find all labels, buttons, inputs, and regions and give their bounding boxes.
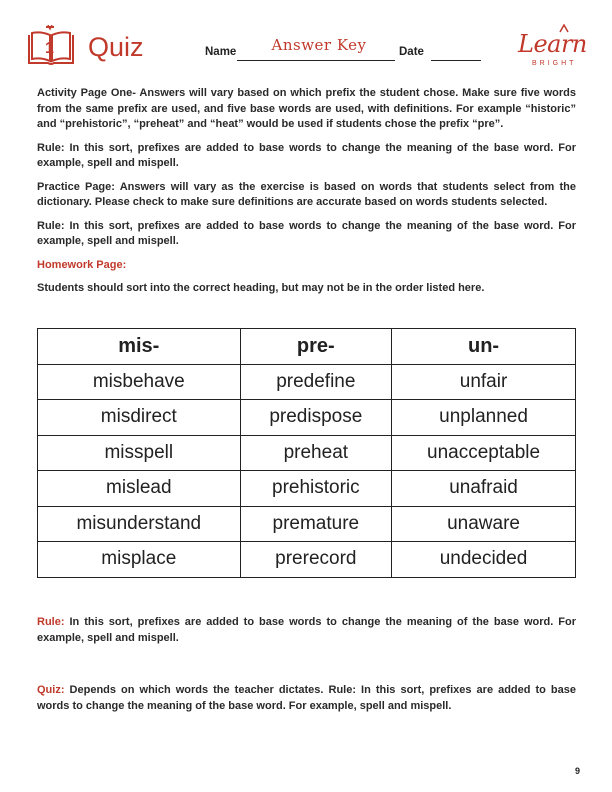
table-row	[38, 364, 576, 400]
svg-text:1: 1	[45, 40, 54, 57]
page-title: Quiz	[88, 32, 144, 62]
table-cell: misspell	[38, 435, 241, 471]
homework-heading: Homework Page:	[37, 258, 127, 271]
rule-text: In this sort, prefixes are added to base words to change the meaning of the base word. For example, spell and mispell.	[37, 616, 577, 644]
open-book-icon	[26, 25, 76, 69]
rule-paragraph: Rule: In this sort, prefixes are added to base words to change the meaning of the base word. For example, spell and mispell.	[37, 141, 576, 169]
page-header	[0, 0, 612, 80]
table-cell: unaware	[392, 506, 576, 542]
table-row	[38, 435, 576, 471]
table-cell: unfair	[392, 364, 576, 400]
answer-key-text: Answer Key	[271, 36, 367, 54]
table-cell: undecided	[392, 542, 576, 578]
table-row	[38, 471, 576, 507]
date-label: Date	[399, 46, 424, 58]
table-row	[38, 542, 576, 578]
table-cell: predispose	[240, 400, 392, 436]
table-cell: unafraid	[392, 471, 576, 507]
table-cell: prerecord	[240, 542, 392, 578]
quiz-rule-text: Rule: In this sort, prefixes are added to base words to change the meaning of the base word. For example, spell and mispell.	[37, 684, 577, 712]
page-number: 9	[575, 766, 581, 776]
table-header-row	[38, 329, 576, 365]
learn-bright-logo	[518, 30, 588, 70]
logo-spark-icon	[558, 24, 570, 34]
table-cell: misplace	[38, 542, 241, 578]
column-header-un: un-	[392, 329, 576, 365]
table-cell: prehistoric	[240, 471, 392, 507]
table-cell: unplanned	[392, 400, 576, 436]
quiz-label: Quiz:	[37, 684, 65, 696]
table-cell: predefine	[240, 364, 392, 400]
table-cell: premature	[240, 506, 392, 542]
activity-paragraph: Activity Page One- Answers will vary based on which prefix the student chose. Make sure five words from the same prefix are used, and five base words are used, with definitions. For example “historic” and “prehistoric”, “preheat” and “heat” would be used if students chose the prefix “pre”.	[37, 87, 576, 130]
name-field-line[interactable]	[237, 60, 395, 61]
table-cell: misbehave	[38, 364, 241, 400]
rule-label: Rule:	[37, 616, 65, 628]
table-cell: misunderstand	[38, 506, 241, 542]
rule-paragraph: Rule: In this sort, prefixes are added to base words to change the meaning of the base word. For example, spell and mispell.	[37, 219, 576, 247]
column-header-pre: pre-	[240, 329, 392, 365]
homework-note: Students should sort into the correct heading, but may not be in the order listed here.	[37, 282, 485, 294]
quiz-text: Depends on which words the teacher dictates.	[69, 684, 324, 696]
name-label: Name	[205, 46, 237, 58]
practice-paragraph: Practice Page: Answers will vary as the exercise is based on words that students select from the dictionary. Please check to make sure definitions are accurate based on words students selected.	[37, 180, 576, 208]
table-cell: misdirect	[38, 400, 241, 436]
answer-content	[37, 86, 576, 305]
table-cell: unacceptable	[392, 435, 576, 471]
logo-subtitle: BRIGHT	[532, 60, 577, 67]
rule-footer	[37, 615, 576, 646]
word-sort-table	[37, 328, 576, 578]
date-field-line[interactable]	[431, 60, 481, 61]
logo-wordmark: Learn	[518, 30, 587, 58]
table-row	[38, 400, 576, 436]
table-cell: mislead	[38, 471, 241, 507]
column-header-mis: mis-	[38, 329, 241, 365]
table-cell: preheat	[240, 435, 392, 471]
table-row	[38, 506, 576, 542]
quiz-footer	[37, 683, 576, 714]
